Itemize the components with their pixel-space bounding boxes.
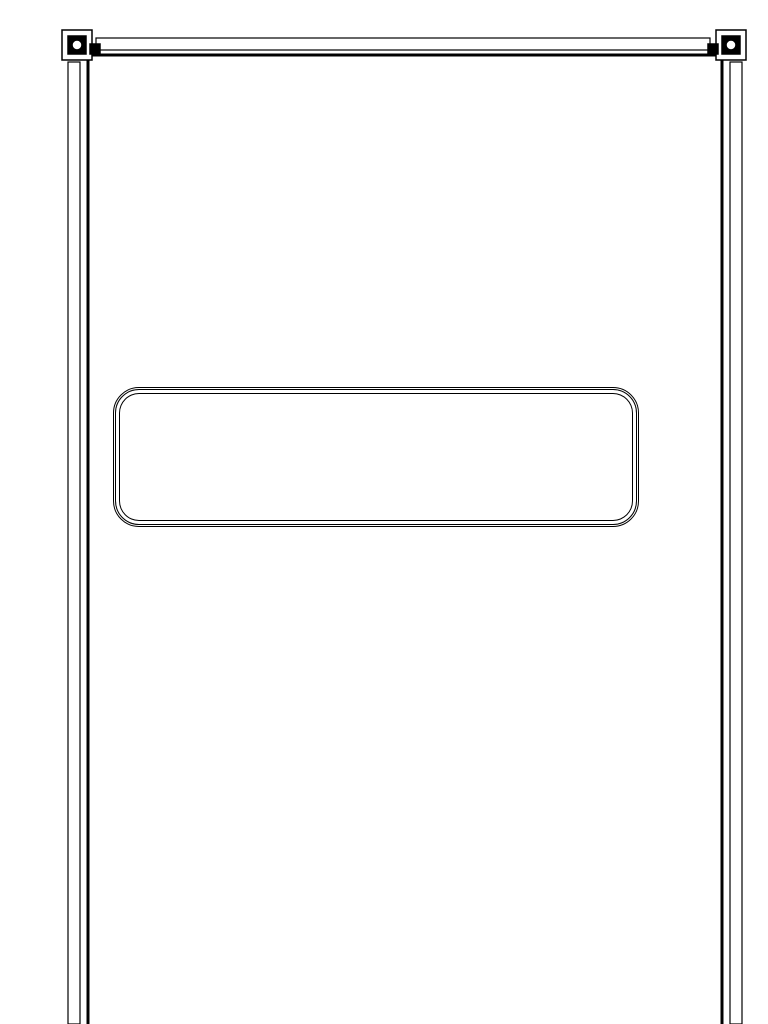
thesis-title-box: [113, 387, 639, 527]
